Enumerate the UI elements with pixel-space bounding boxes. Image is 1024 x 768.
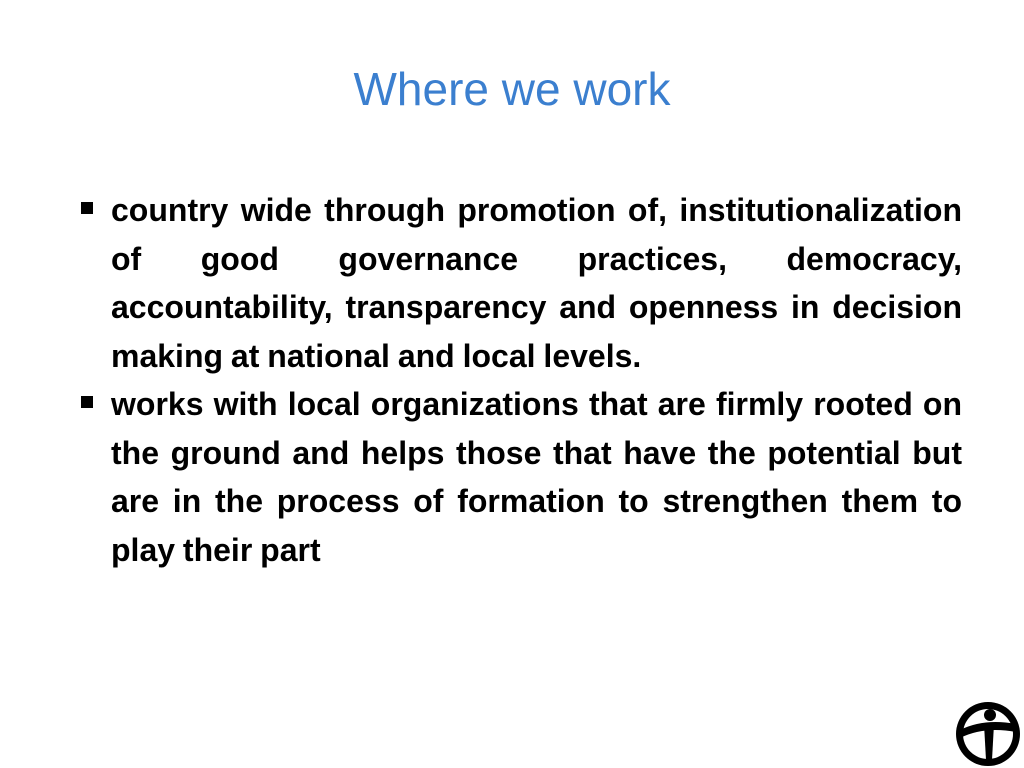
square-bullet-icon	[81, 396, 93, 408]
bullet-item	[78, 380, 962, 574]
bullet-text: works with local organizations that are firmly rooted on the ground and helps those that have the potential but are in the process of formation to strengthen them to play their part	[111, 386, 962, 568]
organization-logo-icon	[954, 700, 1022, 768]
square-bullet-icon	[81, 202, 93, 214]
bullet-item	[78, 186, 962, 380]
bullet-text: country wide through promotion of, institutionalization of good governance practices, democracy, accountability, transparency and openness in decision making at national and local levels.	[111, 192, 962, 374]
bullet-list	[78, 186, 962, 574]
slide-title: Where we work	[353, 63, 671, 115]
